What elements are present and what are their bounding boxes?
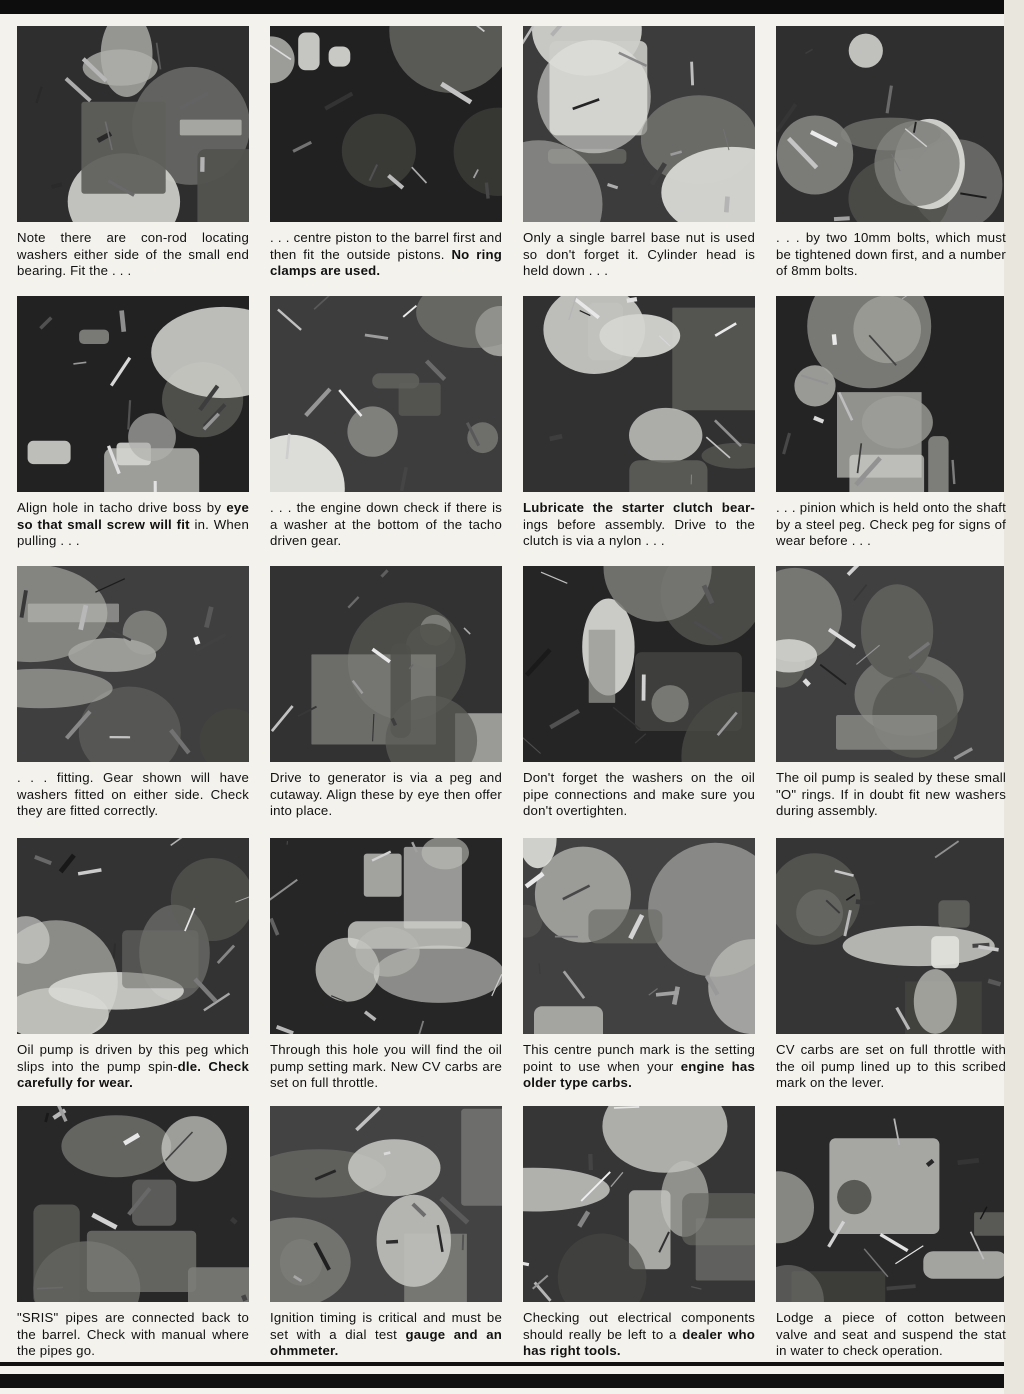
bottom-rule bbox=[0, 1362, 1004, 1366]
caption-bold-text: Lubricate the starter clutch bear- bbox=[523, 500, 755, 515]
caption-text: . . . the engine down check if there is a washer at the bottom of the tacho driven gear. bbox=[270, 500, 502, 548]
photo-caption bbox=[270, 1310, 502, 1360]
caption-text: Checking out electrical components should really be left to a bbox=[523, 1310, 755, 1342]
photo-caption bbox=[17, 230, 249, 280]
oil-pump-photo bbox=[776, 566, 1004, 762]
caption-text: Only a single barrel base nut is used so don't forget it. Cylinder head is held down . . . bbox=[523, 230, 755, 278]
caption-bold-text: dle. Check carefully for wear. bbox=[17, 1058, 249, 1090]
oil-pipe-photo bbox=[523, 566, 755, 762]
photo-caption bbox=[17, 770, 249, 820]
caption-text: . . . centre piston to the barrel first and then fit the outside pistons. bbox=[270, 230, 502, 262]
photo-panel bbox=[776, 838, 1016, 1092]
caption-text: Ignition timing is critical and must be set with a dial test bbox=[270, 1310, 502, 1342]
setting-hole-photo bbox=[270, 838, 502, 1034]
photo-caption bbox=[776, 1042, 1006, 1092]
caption-text: CV carbs are set on full throttle with the oil pump lined up to this scribed mark on the lever. bbox=[776, 1042, 1006, 1090]
caption-text: Lodge a piece of cotton between valve and seat and suspend the stat in water to check operation. bbox=[776, 1310, 1006, 1358]
photo-panel bbox=[523, 838, 763, 1092]
photo-caption bbox=[523, 770, 755, 820]
caption-text: Oil pump is driven by this peg which slips into the pump spin- bbox=[17, 1042, 249, 1074]
photo-panel bbox=[17, 296, 257, 550]
caption-text: This centre punch mark is the setting point to use when your bbox=[523, 1042, 755, 1074]
photo-panel bbox=[776, 26, 1016, 280]
caption-text: "SRIS" pipes are connected back to the barrel. Check with manual where the pipes go. bbox=[17, 1310, 249, 1358]
con-rod-bearing-photo bbox=[17, 26, 249, 222]
caption-text: ings before assembly. Drive to the clutch is via a nylon . . . bbox=[523, 516, 755, 548]
photo-panel bbox=[17, 1106, 257, 1360]
photo-caption bbox=[523, 230, 755, 280]
photo-panel bbox=[270, 26, 510, 280]
caption-text: in. When pulling . . . bbox=[17, 516, 249, 548]
photo-panel bbox=[523, 296, 763, 550]
photo-panel bbox=[776, 296, 1016, 550]
photo-caption bbox=[17, 1310, 249, 1360]
ignition-timing-photo bbox=[270, 1106, 502, 1302]
pump-peg-photo bbox=[17, 838, 249, 1034]
photo-panel bbox=[523, 1106, 763, 1360]
photo-panel bbox=[523, 26, 763, 280]
photo-caption bbox=[270, 1042, 502, 1092]
photo-panel bbox=[17, 566, 257, 820]
caption-text: The oil pump is sealed by these small "O" rings. If in doubt fit new washers during assembly. bbox=[776, 770, 1006, 818]
caption-bold-text: engine has older type carbs. bbox=[523, 1058, 755, 1090]
photo-caption bbox=[523, 1042, 755, 1092]
photo-caption bbox=[523, 500, 755, 550]
photo-caption bbox=[776, 770, 1006, 820]
photo-caption bbox=[17, 1042, 249, 1092]
generator-photo bbox=[270, 566, 502, 762]
starter-clutch-photo bbox=[523, 296, 755, 492]
photo-panel bbox=[776, 566, 1016, 820]
caption-text: Don't forget the washers on the oil pipe connections and make sure you don't overtighten. bbox=[523, 770, 755, 818]
caption-text: . . . fitting. Gear shown will have washers fitted on either side. Check they are fitted correctly. bbox=[17, 770, 249, 818]
photo-caption bbox=[776, 230, 1006, 280]
bottom-black-bar bbox=[0, 1374, 1004, 1388]
caption-text: Align hole in tacho drive boss by bbox=[17, 500, 227, 515]
photo-caption bbox=[523, 1310, 755, 1360]
pistons-photo bbox=[270, 26, 502, 222]
caption-text: . . . pinion which is held onto the shaft by a steel peg. Check peg for signs of wear before . . . bbox=[776, 500, 1006, 548]
punch-mark-photo bbox=[523, 838, 755, 1034]
photo-panel bbox=[17, 838, 257, 1092]
tacho-gear-photo bbox=[270, 296, 502, 492]
photo-caption bbox=[270, 500, 502, 550]
photo-panel bbox=[17, 26, 257, 280]
photo-caption bbox=[776, 500, 1006, 550]
caption-bold-text: No ring clamps are used. bbox=[270, 246, 502, 278]
caption-text: . . . by two 10mm bolts, which must be tightened down first, and a number of 8mm bolts. bbox=[776, 230, 1006, 278]
head-bolts-photo bbox=[776, 26, 1004, 222]
caption-bold-text: eye so that small screw will fit bbox=[17, 500, 249, 532]
gear-photo bbox=[17, 566, 249, 762]
photo-caption bbox=[270, 230, 502, 280]
electrical-photo bbox=[523, 1106, 755, 1302]
photo-panel bbox=[523, 566, 763, 820]
photo-caption bbox=[17, 500, 249, 550]
caption-bold-text: gauge and an ohmmeter. bbox=[270, 1326, 502, 1358]
photo-caption bbox=[776, 1310, 1006, 1360]
photo-caption bbox=[270, 770, 502, 820]
photo-panel bbox=[270, 1106, 510, 1360]
caption-text: Drive to generator is via a peg and cutaway. Align these by eye then offer into place. bbox=[270, 770, 502, 818]
caption-text: Note there are con-rod locating washers either side of the small end bearing. Fit the . . . bbox=[17, 230, 249, 278]
photo-panel bbox=[270, 566, 510, 820]
caption-bold-text: dealer who has right tools. bbox=[523, 1326, 755, 1358]
thermostat-photo bbox=[776, 1106, 1004, 1302]
cv-carb-photo bbox=[776, 838, 1004, 1034]
photo-panel bbox=[270, 296, 510, 550]
photo-panel bbox=[776, 1106, 1016, 1360]
sris-pipes-photo bbox=[17, 1106, 249, 1302]
caption-text: Through this hole you will find the oil pump setting mark. New CV carbs are set on full throttle. bbox=[270, 1042, 502, 1090]
pinion-photo bbox=[776, 296, 1004, 492]
photo-panel bbox=[270, 838, 510, 1092]
barrel-nut-photo bbox=[523, 26, 755, 222]
tacho-boss-photo bbox=[17, 296, 249, 492]
